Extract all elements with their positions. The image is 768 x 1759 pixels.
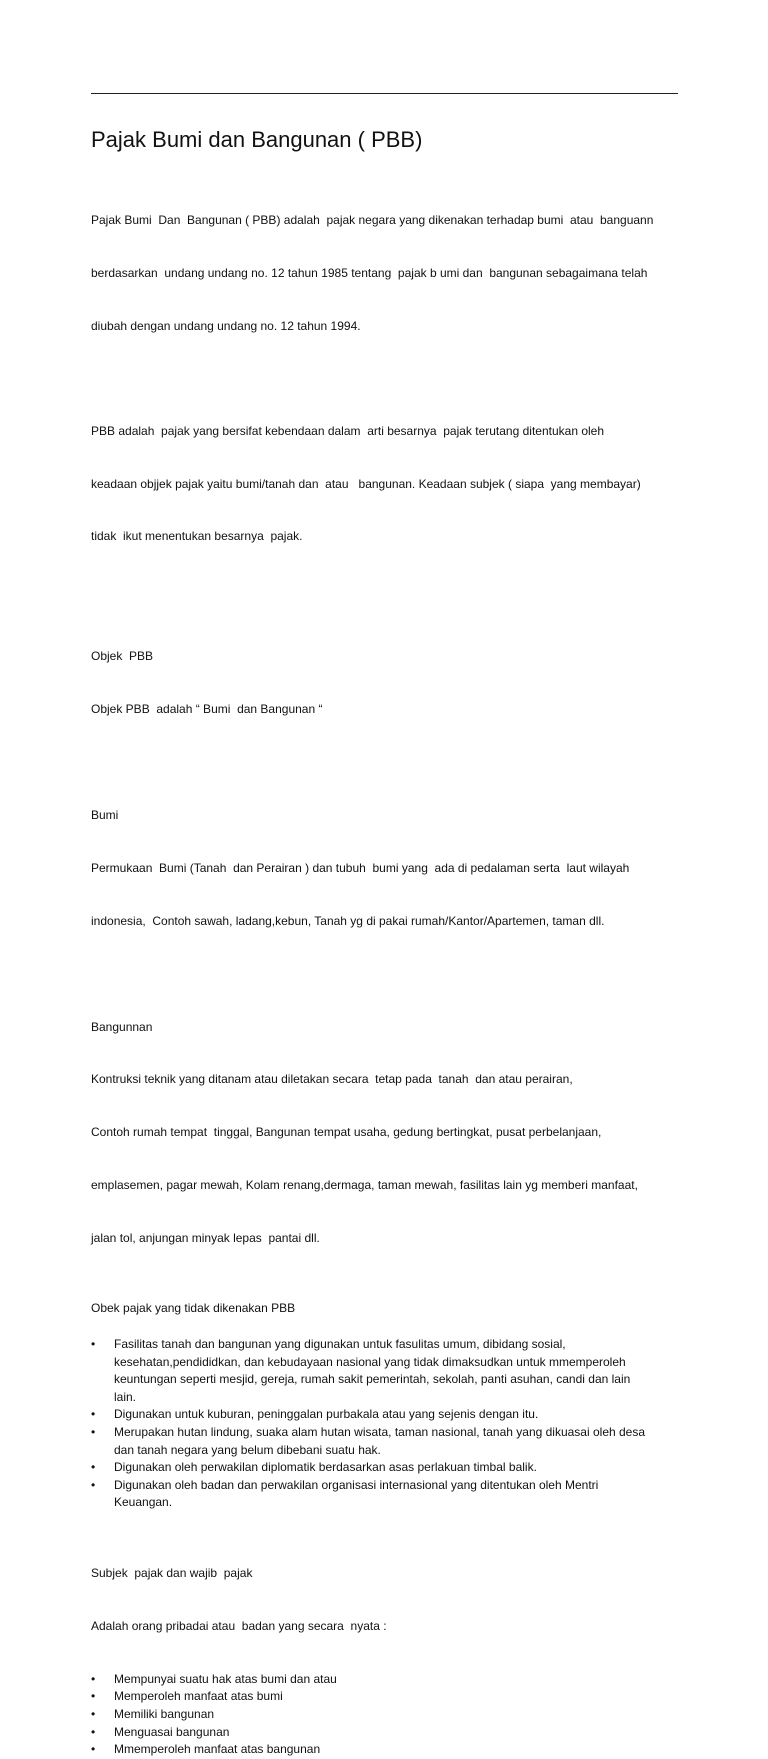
list-item: [91, 1424, 681, 1459]
bullet-icon: •: [91, 1407, 96, 1422]
document-title: Pajak Bumi dan Bangunan ( PBB): [91, 127, 423, 152]
text-line: tidak ikut menentukan besarnya pajak.: [91, 529, 303, 544]
bullet-icon: •: [91, 1724, 96, 1739]
text-line: Mmemperoleh manfaat atas bangunan: [114, 1742, 321, 1757]
subjek-heading: Subjek pajak dan wajib pajak: [91, 1566, 253, 1581]
list-item: [91, 1459, 681, 1477]
text-line: Memperoleh manfaat atas bumi: [114, 1689, 283, 1704]
objek-section: [91, 613, 681, 754]
text-line: Merupakan hutan lindung, suaka alam hutan wisata, taman nasional, tanah yang dikuasai oleh desa: [114, 1425, 646, 1439]
list-item: [91, 1671, 681, 1689]
text-line: Memiliki bangunan: [114, 1706, 215, 1721]
text-line: Kontruksi teknik yang ditanam atau diletakan secara tetap pada tanah dan atau perairan,: [91, 1072, 573, 1087]
text-line: keadaan objjek pajak yaitu bumi/tanah dan atau bangunan. Keadaan subjek ( siapa yang membayar): [91, 476, 641, 491]
list-item: [91, 1336, 681, 1406]
list-item: [91, 1741, 681, 1759]
text-line: kesehatan,pendididkan, dan kebudayaan nasional yang tidak dimaksudkan untuk mmemperoleh: [114, 1354, 626, 1369]
text-line: Permukaan Bumi (Tanah dan Perairan ) dan tubuh bumi yang ada di pedalaman serta laut wilayah: [91, 860, 630, 875]
bullet-icon: •: [91, 1671, 96, 1686]
list-item: [91, 1688, 681, 1706]
subjek-list: [91, 1671, 681, 1759]
text-line: Menguasai bangunan: [114, 1724, 230, 1739]
bullet-icon: •: [91, 1425, 96, 1439]
text-line: keuntungan seperti mesjid, gereja, rumah sakit pemerintah, sekolah, panti asuhan, candi dan lain: [114, 1372, 631, 1387]
non-taxable-list: [91, 1336, 681, 1512]
text-line: Digunakan oleh perwakilan diplomatik berdasarkan asas perlakuan timbal balik.: [114, 1460, 537, 1475]
bangunan-section: [91, 983, 681, 1282]
text-line: Contoh rumah tempat tinggal, Bangunan tempat usaha, gedung bertingkat, pusat perbelanjaan,: [91, 1125, 602, 1140]
objek-line: Objek PBB adalah “ Bumi dan Bangunan “: [91, 702, 323, 717]
list-item: [91, 1477, 681, 1512]
bullet-icon: •: [91, 1706, 96, 1721]
bangunan-heading: Bangunnan: [91, 1019, 153, 1034]
header-rule: [91, 93, 678, 94]
bullet-icon: •: [91, 1460, 96, 1475]
text-line: PBB adalah pajak yang bersifat kebendaan dalam arti besarnya pajak terutang ditentukan oleh: [91, 423, 605, 438]
text-line: emplasemen, pagar mewah, Kolam renang,dermaga, taman mewah, fasilitas lain yg memberi manfaat,: [91, 1177, 638, 1192]
bullet-icon: •: [91, 1337, 96, 1352]
subjek-intro: Adalah orang pribadai atau badan yang secara nyata :: [91, 1618, 387, 1633]
subjek-section: [91, 1530, 681, 1671]
bumi-heading: Bumi: [91, 808, 119, 822]
list-item: [91, 1706, 681, 1724]
text-line: indonesia, Contoh sawah, ladang,kebun, Tanah yg di pakai rumah/Kantor/Apartemen, taman dll.: [91, 913, 605, 928]
text-line: Digunakan oleh badan dan perwakilan organisasi internasional yang ditentukan oleh Mentri: [114, 1477, 599, 1492]
text-line: dan tanah negara yang belum dibebani suatu hak.: [114, 1442, 381, 1457]
text-line: diubah dengan undang undang no. 12 tahun 1994.: [91, 318, 361, 333]
text-line: Digunakan untuk kuburan, peninggalan purbakala atau yang sejenis dengan itu.: [114, 1407, 539, 1422]
text-line: berdasarkan undang undang no. 12 tahun 1985 tentang pajak b umi dan bangunan sebagaimana telah: [91, 265, 648, 280]
intro-paragraph: [91, 177, 681, 371]
text-line: jalan tol, anjungan minyak lepas pantai dll.: [91, 1230, 320, 1245]
bullet-icon: •: [91, 1742, 96, 1757]
text-line: Fasilitas tanah dan bangunan yang digunakan untuk fasulitas umum, dibidang sosial,: [114, 1337, 566, 1352]
objek-heading: Objek PBB: [91, 649, 154, 664]
list-item: [91, 1406, 681, 1424]
bullet-icon: •: [91, 1689, 96, 1704]
text-line: lain.: [114, 1389, 137, 1404]
text-line: Keuangan.: [114, 1495, 173, 1510]
text-line: Mempunyai suatu hak atas bumi dan atau: [114, 1671, 337, 1686]
bullet-icon: •: [91, 1477, 96, 1492]
bumi-section: [91, 772, 681, 966]
text-line: Pajak Bumi Dan Bangunan ( PBB) adalah pajak negara yang dikenakan terhadap bumi atau banguann: [91, 213, 654, 228]
non-taxable-heading: Obek pajak yang tidak dikenakan PBB: [91, 1301, 296, 1316]
document-content: [91, 126, 681, 1759]
definition-paragraph: [91, 388, 681, 582]
list-item: [91, 1724, 681, 1742]
